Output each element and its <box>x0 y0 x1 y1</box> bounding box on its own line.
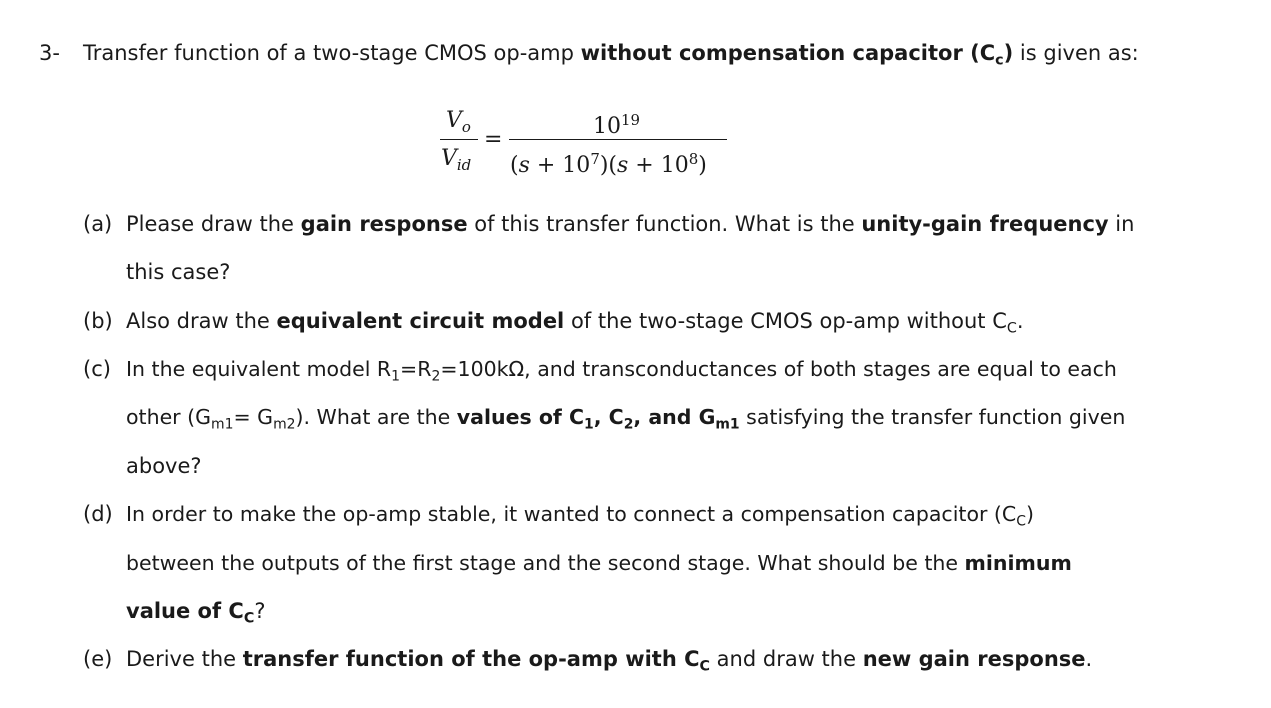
den-part: ( <box>510 153 519 179</box>
bold-text: , C <box>593 405 624 429</box>
text: between the outputs of the first stage and the second stage. What should be the <box>126 551 965 575</box>
lhs-den-v: V <box>441 146 457 171</box>
lhs-fraction-bar <box>440 139 478 140</box>
bold-text: values of C <box>456 405 585 429</box>
text: = G <box>233 405 274 429</box>
text: Also draw the <box>126 309 277 333</box>
subscript: C <box>243 610 255 627</box>
intro-text-2: is given as: <box>1013 41 1139 65</box>
rhs-denominator <box>510 146 707 179</box>
part-b-line-1 <box>126 308 1024 342</box>
bold-text: gain response <box>300 212 468 236</box>
rhs-numerator <box>593 107 640 140</box>
part-b-label: (b) <box>83 309 113 333</box>
rhs-num-exp: 19 <box>621 111 641 129</box>
den-exp: 8 <box>688 150 699 168</box>
den-s-var: s <box>518 153 530 179</box>
part-e-line-1 <box>126 646 1092 680</box>
part-d-line-2 <box>126 550 1072 576</box>
part-c-line-3: above? <box>126 454 202 478</box>
bold-text: equivalent circuit model <box>276 309 565 333</box>
bold-text: value of C <box>126 599 244 623</box>
bold-text: , and G <box>633 405 716 429</box>
subscript: m1 <box>715 416 740 433</box>
den-part: ) <box>698 153 707 179</box>
text: other (G <box>126 405 212 429</box>
den-part: )( <box>599 153 617 179</box>
subscript: C <box>1016 513 1026 530</box>
subscript: C <box>699 658 710 675</box>
text: and draw the <box>710 647 863 671</box>
intro-bold-1: without compensation capacitor (C <box>580 41 996 65</box>
subscript: 2 <box>623 416 634 433</box>
subscript: 1 <box>391 368 401 385</box>
subscript: 2 <box>431 368 441 385</box>
part-a-line-2: this case? <box>126 260 231 284</box>
text: ? <box>254 599 266 623</box>
lhs-numerator <box>446 108 471 140</box>
text: of the two-stage CMOS op-amp without C <box>564 309 1007 333</box>
text: satisfying the transfer function given <box>739 405 1126 429</box>
question-number: 3- <box>39 41 60 65</box>
bold-text: new gain response <box>862 647 1086 671</box>
text: of this transfer function. What is the <box>467 212 862 236</box>
lhs-num-sub: o <box>461 117 471 136</box>
den-exp: 7 <box>590 150 600 168</box>
question-intro <box>83 40 1139 74</box>
part-d-label: (d) <box>83 502 113 526</box>
part-c-label: (c) <box>83 357 111 381</box>
part-c-line-2 <box>126 404 1125 437</box>
subscript: 1 <box>584 416 594 433</box>
rhs-num-base: 10 <box>593 114 621 140</box>
text: in <box>1108 212 1135 236</box>
part-e-label: (e) <box>83 647 113 671</box>
part-d-line-1 <box>126 501 1034 534</box>
intro-text-1: Transfer function of a two-stage CMOS op-amp <box>83 41 581 65</box>
equals-sign: = <box>484 127 503 152</box>
part-a-label: (a) <box>83 212 113 236</box>
intro-bold-end: ) <box>1003 41 1014 65</box>
subscript: m1 <box>211 416 234 433</box>
text: In order to make the op-amp stable, it wanted to connect a compensation capacitor (C <box>126 502 1017 526</box>
subscript: m2 <box>273 416 296 433</box>
lhs-num-v: V <box>446 108 462 133</box>
text: . <box>1085 647 1093 671</box>
text: . <box>1016 309 1024 333</box>
intro-bold-sub: c <box>995 52 1004 69</box>
text: In the equivalent model R <box>126 357 392 381</box>
bold-text: minimum <box>964 551 1072 575</box>
text: =100kΩ, and transconductances of both stages are equal to each <box>440 357 1117 381</box>
rhs-fraction-bar <box>509 139 727 140</box>
text: =R <box>400 357 432 381</box>
text: Please draw the <box>126 212 301 236</box>
text: Derive the <box>126 647 243 671</box>
text: ). What are the <box>295 405 457 429</box>
part-d-line-3 <box>126 598 266 632</box>
bold-text: unity-gain frequency <box>861 212 1109 236</box>
bold-text: transfer function of the op-amp with C <box>242 647 700 671</box>
den-part: + 10 <box>529 153 591 179</box>
lhs-den-sub: id <box>456 155 472 174</box>
part-a-line-1 <box>126 211 1134 237</box>
subscript: C <box>1006 320 1017 337</box>
den-s-var: s <box>617 153 629 179</box>
den-part: + 10 <box>628 153 689 179</box>
text: ) <box>1025 502 1034 526</box>
lhs-denominator <box>441 146 471 178</box>
part-c-line-1 <box>126 356 1117 389</box>
